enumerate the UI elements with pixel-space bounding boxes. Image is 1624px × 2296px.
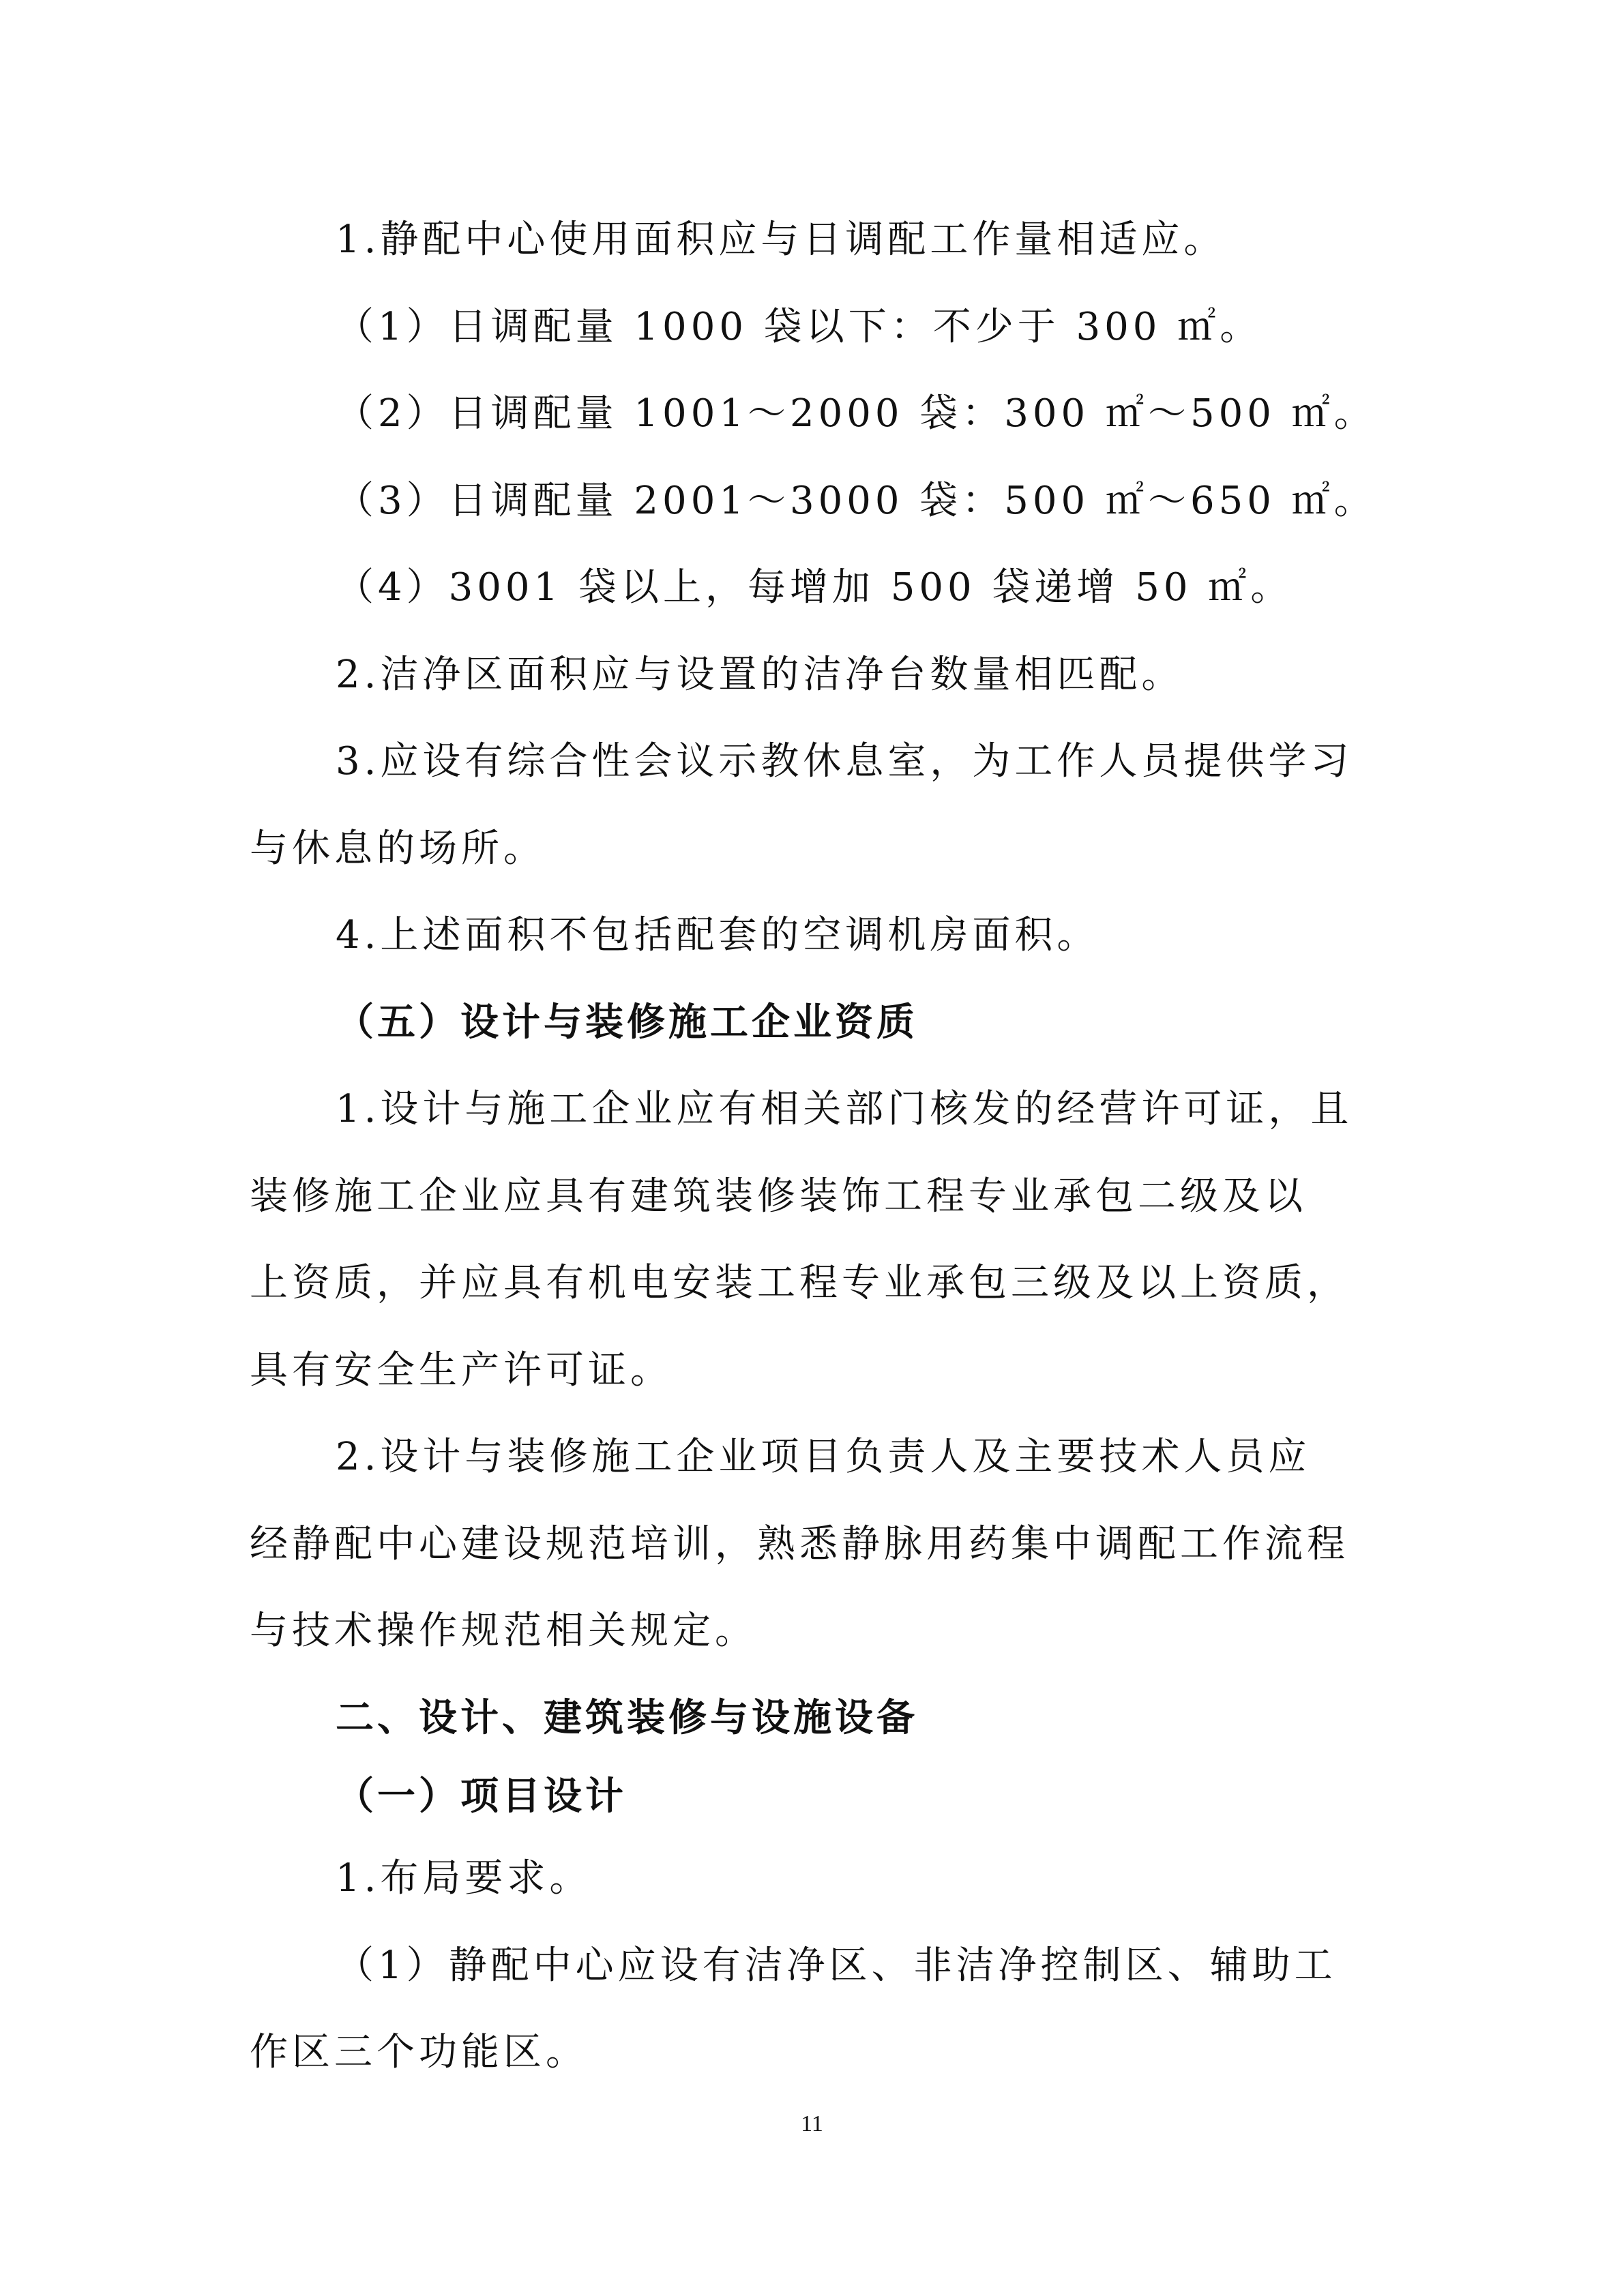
section-heading-qualification: （五）设计与装修施工企业资质 [336, 1000, 918, 1045]
text-line-meeting-room: 3.应设有综合性会议示教休息室，为工作人员提供学习 [336, 739, 1353, 784]
text-line-training: 2.设计与装修施工企业项目负责人及主要技术人员应 [336, 1435, 1311, 1479]
text-line-ac-room: 4.上述面积不包括配套的空调机房面积。 [336, 913, 1099, 957]
text-line-area-tier-4: （4）3001 袋以上，每增加 500 袋递增 50 ㎡。 [336, 565, 1293, 610]
text-line-functional-areas-cont: 作区三个功能区。 [250, 2030, 588, 2074]
page-number: 11 [801, 2111, 823, 2136]
text-line-training-cont-1: 经静配中心建设规范培训，熟悉静脉用药集中调配工作流程 [250, 1522, 1349, 1566]
text-line-training-cont-2: 与技术操作规范相关规定。 [250, 1609, 757, 1653]
text-line-meeting-room-cont: 与休息的场所。 [250, 826, 546, 871]
text-line-layout: 1.布局要求。 [336, 1856, 592, 1900]
section-heading-design: 二、设计、建筑装修与设施设备 [336, 1696, 918, 1740]
subsection-heading-project-design: （一）项目设计 [336, 1774, 627, 1819]
text-line-clean-area: 2.洁净区面积应与设置的洁净台数量相匹配。 [336, 653, 1184, 697]
text-line-license-cont-2: 上资质，并应具有机电安装工程专业承包三级及以上资质， [250, 1261, 1349, 1305]
text-line-license-cont-3: 具有安全生产许可证。 [250, 1348, 673, 1392]
text-line-functional-areas: （1）静配中心应设有洁净区、非洁净控制区、辅助工 [336, 1943, 1337, 1988]
text-line-area-tier-2: （2）日调配量 1001～2000 袋：300 ㎡～500 ㎡。 [336, 391, 1376, 436]
text-line-license: 1.设计与施工企业应有相关部门核发的经营许可证，且 [336, 1087, 1353, 1131]
text-line-area-requirement: 1.静配中心使用面积应与日调配工作量相适应。 [336, 218, 1226, 262]
text-line-area-tier-3: （3）日调配量 2001～3000 袋：500 ㎡～650 ㎡。 [336, 479, 1376, 523]
text-line-license-cont-1: 装修施工企业应具有建筑装修装饰工程专业承包二级及以 [250, 1174, 1307, 1219]
text-line-area-tier-1: （1）日调配量 1000 袋以下：不少于 300 ㎡。 [336, 305, 1263, 349]
